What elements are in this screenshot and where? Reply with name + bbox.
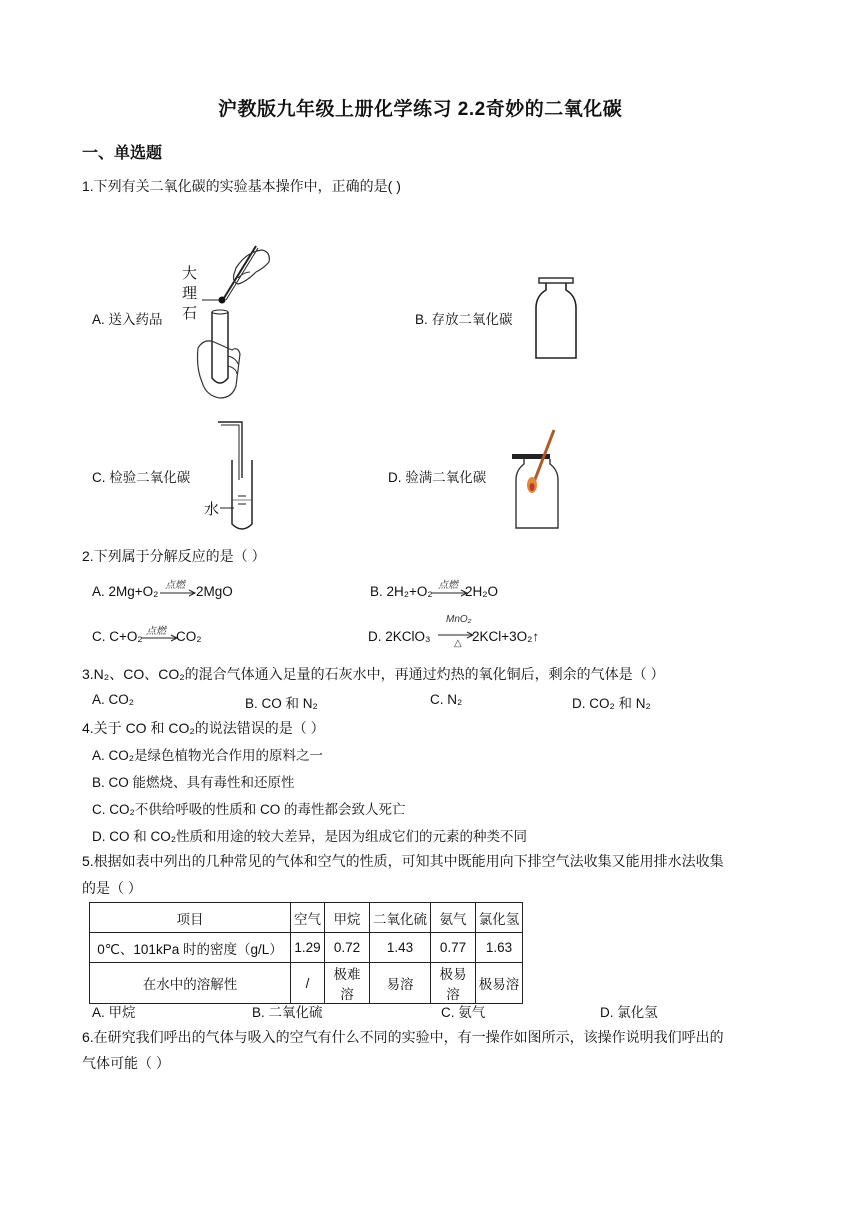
q2-c-product: CO₂ bbox=[176, 629, 202, 644]
q2-option-a[interactable] bbox=[92, 584, 158, 599]
q1-figure-c bbox=[198, 420, 268, 532]
q5-option-c[interactable]: C. 氨气 bbox=[441, 1005, 486, 1020]
table-cell: 1.63 bbox=[476, 933, 523, 963]
q2-d-catalyst: MnO₂ bbox=[446, 614, 472, 625]
q5-option-b[interactable]: B. 二氧化硫 bbox=[252, 1005, 323, 1020]
table-cell: 1.43 bbox=[370, 933, 431, 963]
q2-d-product: 2KCl+3O₂↑ bbox=[472, 629, 540, 644]
table-cell: 0℃、101kPa 时的密度（g/L） bbox=[90, 933, 291, 963]
q3-option-c[interactable]: C. N₂ bbox=[430, 692, 463, 707]
table-cell: 极难溶 bbox=[325, 963, 370, 1004]
table-cell: 在水中的溶解性 bbox=[90, 963, 291, 1004]
table-cell: 极易溶 bbox=[431, 963, 476, 1004]
q2-c-reactants: C. C+O₂ bbox=[92, 629, 143, 644]
question-4-stem: 4.关于 CO 和 CO₂的说法错误的是（ ） bbox=[82, 720, 325, 736]
q4-option-b[interactable]: B. CO 能燃烧、具有毒性和还原性 bbox=[92, 775, 295, 790]
q2-a-reactants: A. 2Mg+O₂ bbox=[92, 584, 159, 599]
q2-option-c[interactable] bbox=[92, 629, 143, 644]
reaction-arrow-icon bbox=[142, 634, 180, 642]
gas-properties-table bbox=[89, 902, 523, 1004]
gas-jar-icon bbox=[532, 276, 580, 362]
q2-b-product: 2H₂O bbox=[465, 584, 498, 599]
q1-option-c[interactable]: C. 检验二氧化碳 bbox=[92, 470, 191, 485]
table-header-cell: 氨气 bbox=[431, 903, 476, 933]
q2-b-reactants: B. 2H₂+O₂ bbox=[370, 584, 433, 599]
q4-option-d[interactable]: D. CO 和 CO₂性质和用途的较大差异，是因为组成它们的元素的种类不同 bbox=[92, 829, 527, 844]
question-6-stem-line2: 气体可能（ ） bbox=[82, 1055, 170, 1071]
table-header-row bbox=[90, 903, 523, 933]
table-header-cell: 氯化氢 bbox=[476, 903, 523, 933]
table-cell: 极易溶 bbox=[476, 963, 523, 1004]
q2-option-d[interactable] bbox=[368, 629, 431, 644]
question-3-stem: 3.N₂、CO、CO₂的混合气体通入足量的石灰水中，再通过灼热的氧化铜后，剩余的气体是（ ） bbox=[82, 666, 665, 682]
q1-figure-b bbox=[532, 276, 580, 362]
q2-c-condition: 点燃 bbox=[146, 626, 166, 637]
q2-a-condition: 点燃 bbox=[165, 580, 185, 591]
q2-d-heat: △ bbox=[454, 638, 462, 649]
table-cell: 易溶 bbox=[370, 963, 431, 1004]
question-1-stem: 1.下列有关二氧化碳的实验基本操作中，正确的是( ) bbox=[82, 178, 401, 194]
q3-option-a[interactable]: A. CO₂ bbox=[92, 692, 134, 707]
q5-option-d[interactable]: D. 氯化氢 bbox=[600, 1005, 658, 1020]
q2-d-reactants: D. 2KClO₃ bbox=[368, 629, 431, 644]
q1-option-d[interactable]: D. 验满二氧化碳 bbox=[388, 470, 487, 485]
table-cell: 0.77 bbox=[431, 933, 476, 963]
marble-label: 大理石 bbox=[182, 265, 198, 322]
q4-option-c[interactable]: C. CO₂不供给呼吸的性质和 CO 的毒性都会致人死亡 bbox=[92, 802, 406, 817]
q3-option-d[interactable]: D. CO₂ 和 N₂ bbox=[572, 696, 651, 711]
table-cell: / bbox=[291, 963, 325, 1004]
table-cell: 1.29 bbox=[291, 933, 325, 963]
q2-option-b[interactable] bbox=[370, 584, 433, 599]
table-cell: 0.72 bbox=[325, 933, 370, 963]
q1-option-b[interactable]: B. 存放二氧化碳 bbox=[415, 312, 513, 327]
reaction-arrow-icon bbox=[432, 589, 470, 597]
burning-splint-jar-icon bbox=[508, 428, 564, 532]
table-header-cell: 项目 bbox=[90, 903, 291, 933]
q5-option-a[interactable]: A. 甲烷 bbox=[92, 1005, 136, 1020]
table-header-cell: 二氧化硫 bbox=[370, 903, 431, 933]
question-5-stem-line1: 5.根据如表中列出的几种常见的气体和空气的性质，可知其中既能用向下排空气法收集又能用排水法收集 bbox=[82, 853, 724, 869]
page-title: 沪教版九年级上册化学练习 2.2奇妙的二氧化碳 bbox=[218, 99, 623, 120]
table-header-cell: 空气 bbox=[291, 903, 325, 933]
q2-a-product: 2MgO bbox=[196, 584, 233, 599]
reaction-arrow-icon bbox=[438, 631, 476, 639]
table-row bbox=[90, 963, 523, 1004]
table-row bbox=[90, 933, 523, 963]
section-heading: 一、单选题 bbox=[82, 145, 163, 162]
question-6-stem-line1: 6.在研究我们呼出的气体与吸入的空气有什么不同的实验中，有一操作如图所示，该操作说明我们呼出的 bbox=[82, 1029, 724, 1045]
question-2-stem: 2.下列属于分解反应的是（ ） bbox=[82, 548, 266, 564]
q1-option-a[interactable]: A. 送入药品 bbox=[92, 312, 163, 327]
reaction-arrow-icon bbox=[160, 589, 198, 597]
q1-figure-a bbox=[176, 238, 271, 400]
table-header-cell: 甲烷 bbox=[325, 903, 370, 933]
water-label: 水 bbox=[204, 501, 220, 518]
q4-option-a[interactable]: A. CO₂是绿色植物光合作用的原料之一 bbox=[92, 748, 323, 763]
q1-figure-d bbox=[508, 428, 564, 532]
question-5-stem-line2: 的是（ ） bbox=[82, 880, 142, 896]
q3-option-b[interactable]: B. CO 和 N₂ bbox=[245, 696, 318, 711]
q2-b-condition: 点燃 bbox=[438, 580, 458, 591]
